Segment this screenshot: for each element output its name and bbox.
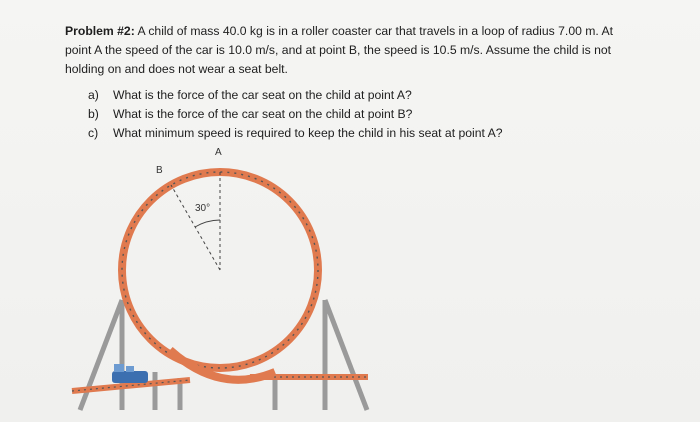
car-rider-2 <box>126 366 134 372</box>
angle-markers <box>171 172 220 270</box>
question-list <box>88 86 608 143</box>
question-letter: a) <box>88 88 99 102</box>
question-text: What minimum speed is required to keep the child in his seat at point A? <box>113 126 503 140</box>
point-b-label: B <box>156 165 163 176</box>
question-text: What is the force of the car seat on the child at point B? <box>113 107 413 121</box>
angle-arc <box>195 220 220 227</box>
question-a <box>88 86 608 105</box>
car-body <box>112 371 148 383</box>
car-rider <box>114 364 124 372</box>
coaster-car <box>112 364 148 383</box>
question-letter: b) <box>88 107 99 121</box>
support-leg-right-outer <box>325 300 367 410</box>
point-a-label: A <box>215 147 222 158</box>
question-b <box>88 105 608 124</box>
angle-label: 30° <box>195 203 211 214</box>
problem-heading: Problem #2: <box>65 24 135 38</box>
question-text: What is the force of the car seat on the child at point A? <box>113 88 412 102</box>
radius-line-to-b <box>171 185 220 270</box>
question-letter: c) <box>88 126 99 140</box>
problem-statement <box>65 22 625 79</box>
support-leg-left-outer <box>80 300 122 410</box>
roller-coaster-loop-figure <box>60 140 380 422</box>
problem-text: A child of mass 40.0 kg is in a roller coaster car that travels in a loop of radius 7.00 m. At point A the speed of the car is 10.0 m/s, and at point B, the speed is 10.5 m/s. Assume the child is not holding on and does not wear a seat belt. <box>65 24 614 76</box>
support-structure <box>80 300 367 410</box>
